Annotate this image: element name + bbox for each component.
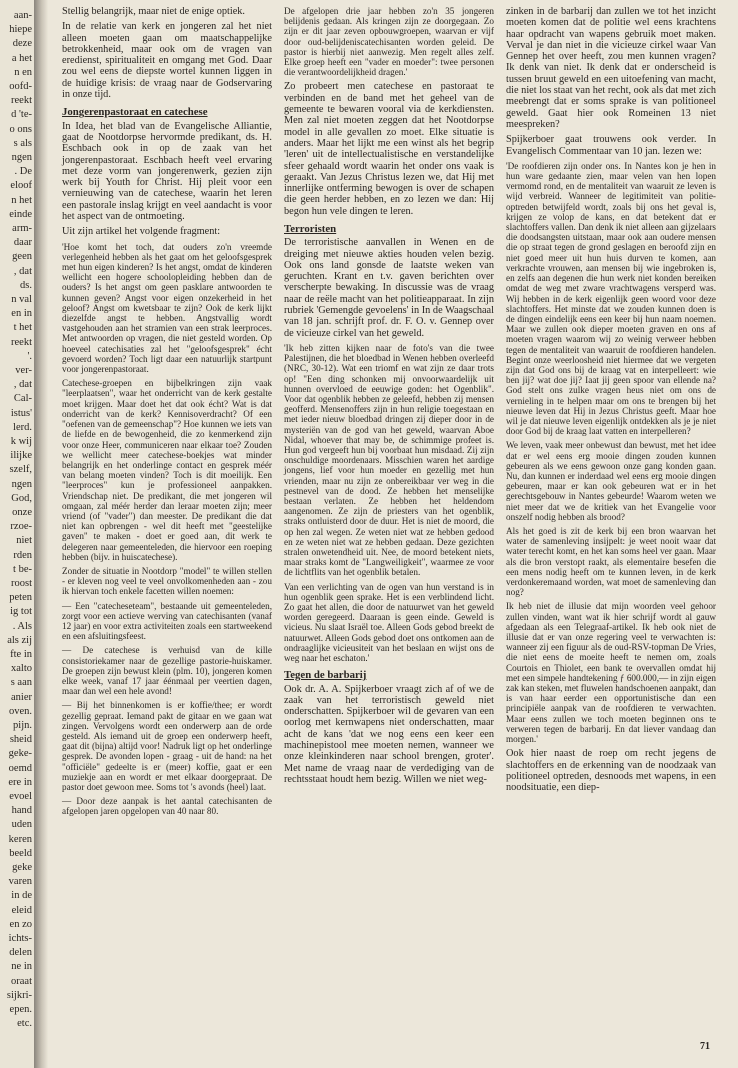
left-fragment: reekt — [11, 95, 32, 107]
left-fragment: delen — [9, 947, 32, 959]
paragraph: Spijkerboer gaat trouwens ook verder. In Evangelisch Commentaar van 10 jan. lezen we: — [506, 134, 716, 157]
quote-paragraph: Catechese-groepen en bijbelkringen zijn vaak "leerplaatsen", waar het onderricht van de kerk gestalte moet krijgen. Maar doet het dat ook écht? Wat is dat onderricht van de kerk? Kennisoverdracht? Of een "oefenen van de gemeenschap"? Hoe kunnen we iets van de liefde en de bewogenheid, die zo kenmerkend zijn voor onze Heer, communiceren naar elkaar toe? Zouden we wellicht meer catechese-boekjes wat minder belangrijk en het onderlinge contact en gesprek méér van belang moeten vinden? Toch is dit moeilijk. Een "leerproces" kun je professioneel aanpakken. Vriendschap niet. De predikant, die met jongeren wil omgaan, zal méér herder dan leraar moeten zijn; meer vriend (of "vader") dan meester. De predikant die dat niet kan opbrengen - wel dit heeft met "geestelijke gaven" te maken - doet er goed aan, dit werk te delegeren naar gemeenteleden, die hiervoor een roeping hebben (bijv. in huiscatechese). — [62, 378, 272, 562]
left-fragment: t het — [13, 322, 32, 334]
left-fragment: oraat — [11, 975, 32, 987]
left-fragment: fte in — [10, 649, 32, 660]
left-fragment: ilijke — [10, 450, 32, 462]
left-fragment: deze — [12, 38, 32, 50]
left-fragment: rzoe- — [10, 521, 32, 533]
paragraph: Uit zijn artikel het volgende fragment: — [62, 226, 221, 238]
left-fragment: k wij — [10, 436, 32, 447]
quote-paragraph: 'Ik heb zitten kijken naar de foto's van die twee Palestijnen, die het bloedbad in Wenen hebben overleefd (NRC, 30-12). Wat een triomf en wat zijn ze daar trots op! "Een ding schonken mij onvoorwaardelijk uit hunnen overvloed de eeuwige goden: het Ogenblik". Voor dat ogenblik hebben ze geleefd, hebben zij mensen geofferd. Mensenoffers zijn in hun religie toegestaan en met ieder nieuw bloedbad dringen zij dieper door in de mysteriën van de god van het geweld, waarvan Aboe Nidal, whoever that may be, de schimmige profeet is. Hun god vergeeft hun bij voorbaat hun misdaad. Zij zijn onschuldige moordenaars. Misschien waren het aardige jongens, lief voor hun moeder en gezellig met hun vrienden, maar nu zijn ze onbereikbaar ver weg in die pestnevel van de dood. Ze hebben het menselijke bestaan verlaten. Ze hebben het heldendom aangenomen. Ze zijn de priesters van het ogenblik, straks ontluisterd door de duur. Het is niet de moord, die op hen zal wegen. Ze weten niet wat ze hebben gedood en ze weten niet wat ze hebben gedaan. Deze gezichten stralen onwetendheid uit. Nee, de moord betekent niets, maar straks komt de "Langweiligkeit", waarmee ze voor de lichtflits van het ogenblik betalen. — [284, 342, 494, 578]
left-fragment: n het — [11, 194, 32, 206]
left-fragment: daar — [13, 237, 32, 249]
page-number: 71 — [700, 1041, 710, 1052]
left-fragment: beeld — [9, 847, 32, 859]
left-fragment: geke- — [8, 748, 32, 760]
quote-paragraph: We leven, vaak meer onbewust dan bewust, met het idee dat er wel eens erg mooie dingen zouden kunnen gebeuren als we eens gewoon onze gang konden gaan. Nu, dan kunnen er inderdaad wel eens erg mooie dingen gebeuren, maar er kan ook gebeuren wat er in het gerechtsgebouw in Nantes gebeurde! Waarom weten we niet meer dat we de kritiek van het Evangelie voor onszelf nodig hebben als brood? — [506, 440, 716, 522]
left-fragment: . De — [14, 166, 32, 178]
left-fragment: roost — [11, 578, 32, 589]
paragraph: De terroristische aanvallen in Wenen en de dreiging met nieuwe akties houden velen bezig. Ook ons land gonsde de laatste weken van geruchten. Krant en t.v. gaven berichten over verscherpte bewaking. In discussie was de vraag naar de reële macht van het politieapparaat. In zijn rubriek 'Gemengde gevoelens' in In de Waagschaal van 18 jan. schrijft prof. dr. F. O. v. Gennep over de vicieuze cirkel van het geweld. — [284, 237, 494, 339]
left-fragment: hand — [11, 805, 32, 817]
left-fragment: en in — [11, 308, 32, 320]
paragraph: Ook hier naast de roep om recht jegens de slachtoffers en de erkenning van de noodzaak van politioneel optreden, desnoods met wapens, in een noodsituatie, een diep- — [506, 748, 716, 794]
left-fragment: pijn. — [13, 720, 32, 731]
left-fragment: aan- — [13, 10, 32, 21]
left-fragment: keren — [8, 833, 32, 845]
left-fragment: hiepe — [9, 24, 32, 36]
left-fragment: s aan — [10, 677, 32, 689]
quote-paragraph: — Bij het binnenkomen is er koffie/thee; er wordt gezellig gepraat. Iemand pakt de gitaar en we gaan wat zingen. Vervolgens wordt een onderwerp aan de orde gesteld. Als iemand uit de groep een onderwerp heeft, gaat dit (bijna) altijd voor! Nadruk ligt op het onderlinge gesprek. De avonden lopen - graag - uit de hand: na het "officiële" gedeelte is er (meer) koffie, gaat er een muziekje aan en wordt er met elkaar doorgepraat. De pastor doet gewoon mee. Soms tot 's avonds (heel) laat. — [62, 700, 272, 792]
left-fragment: Cal- — [13, 393, 32, 405]
quote-paragraph: Van een verlichting van de ogen van hun verstand is in hun ogenblik geen sprake. Het is een verblindend licht. Zo gaat het allen, die door de natuurwet van het geweld worden geregeerd. Daaraan is geen einde. Geweld is vicieus. Nu slaat Israël toe. Alleen Gods gebod breekt de natuurwet. Alleen Gods gebod doet ons ontkomen aan de ondraaglijke vicieusiteit van het beslaan en wijst ons de weg naar het eschaton.' — [284, 581, 494, 664]
quote-paragraph: Zonder de situatie in Nootdorp "model" te willen stellen - er kleven nog veel te veel onvolkomenheden aan - zou ik hiervan toch enkele facetten willen noemen: — [62, 565, 272, 597]
left-fragment: peten — [9, 592, 32, 604]
left-fragment: arm- — [12, 223, 32, 234]
left-fragment: ngen — [11, 152, 32, 163]
section-heading: Jongerenpastoraat en catechese — [62, 106, 208, 119]
left-fragment: epen. — [9, 1004, 32, 1015]
left-fragment: sheid — [9, 734, 32, 746]
quote-paragraph: Als het goed is zit de kerk bij een bron waarvan het water de samenleving insijpelt: je weet nooit waar dat water terecht komt, en het kan soms heel ver gaan. Maar als die bron verstopt raakt, als elementaire besefen die een mens nodig heeft om te kunnen leven, in de kerk verdonkeremaand worden, wat moet de samenleving dan nog? — [506, 525, 716, 598]
left-fragment: rden — [13, 549, 32, 561]
left-fragment: niet — [16, 535, 32, 547]
left-fragment: oven. — [8, 705, 32, 717]
quote-paragraph: 'De roofdieren zijn onder ons. In Nantes kon je hen in hun ware gedaante zien, maar velen van hen lopen vermomd rond, en de mentaliteit van waaruit ze leven is wijd verbreid. Wanneer de legitimiteit van politie-optreden betwijfeld wordt, zoals bij ons het geval is, krijgen ze volop de kans, en dat betekent dat er slachtoffers vallen. Dan denk ik niet alleen aan gijzelaars die doodsangsten uitstaan, maar ook aan oudere mensen die op straat tegen de grond geslagen en beroofd zijn en niet goed meer uit hun huis durven te komen, aan verkrachte vrouwen, aan mensen bij wie ingebroken is, en zelfs aan degenen die hun werk niet konden bereiken omdat de weg met zware vrachtwagens versperd was. Wij hebben in de kerk eigenlijk geen woord voor deze slachtoffers. Het minste dat we zouden kunnen doen is de dingen eindelijk eens een keer bij hun naam noemen. Maar we zullen ook dieper moeten graven en ons af moeten vragen waarom wij zo weinig verweer hebben tegen de mentaliteit van waaruit de roofdieren handelen. Begint onze weerloosheid niet hiermee dat we vergeten zijn dat God ons bij de kraag vat en interpelleert: wie ben jij? wat doe jij? Iaat jij geen spoor van ellende na? God stelt ons zulke vragen heus niet om ons de vernieling in te helpen maar om ons te brengen bij het nieuwe leven dat Hij in Jezus Christus geeft. Maar hoe wil je dat nieuwe leven eigenlijk ontdekken als je je niet door God bij de kraag laat vatten en interpelleren? — [506, 160, 716, 437]
left-fragment: evoel — [9, 791, 32, 802]
left-fragment: ig tot — [10, 606, 32, 618]
left-page-edge — [0, 0, 34, 1068]
left-fragment: geke — [12, 862, 32, 873]
quote-paragraph: De afgelopen drie jaar hebben zo'n 35 jongeren belijdenis gedaan. Als kringen zijn ze doorgegaan. Zo zijn er dit jaar zeven opbouwgroepen, waarvan er vijf door oud-belijdeniscatechisanten worden geleid. De pastor is hierbij niet aanwezig. Men regelt alles zelf. Elke groep heeft een "vader en moeder": twee personen die verantwoordelijkheid dragen.' — [284, 6, 494, 78]
left-fragment: xalto — [11, 663, 32, 675]
left-fragment: lerd. — [13, 421, 32, 433]
left-fragment: einde — [9, 208, 32, 220]
quote-paragraph: — Door deze aanpak is het aantal catechisanten de afgelopen jaren opgelopen van 40 naar 80. — [62, 796, 272, 817]
paragraph: In Idea, het blad van de Evangelische Alliantie, gaat de Nootdorpse hervormde predikant, ds. H. Eschbach ook in op de zaak van het jongerenpastoraat. Eschbach heeft veel ervaring met deze vorm van jongerenwerk, gezien zijn werk bij Youth for Christ. Hij pleit voor een vernieuwing van de catechese, waarin het leren een pastorale inslag krijgt en veel aandacht is voor het aspect van de ontmoeting. — [62, 120, 272, 223]
left-fragment: geen — [12, 251, 32, 263]
left-fragment: , dat — [13, 379, 32, 391]
left-fragment: n val — [11, 294, 32, 305]
left-fragment: eleid — [11, 904, 32, 916]
left-fragment: en zo — [9, 918, 32, 930]
quote-paragraph: — De catechese is verhuisd van de kille consistoriekamer naar de gezellige pastorie-huiskamer. De groepen zijn bewust klein (plm. 10), jongeren komen elke week, vanaf 17 jaar éénmaal per veertien dagen, maar dan wel een hele avond! — [62, 645, 272, 697]
left-fragment: o ons — [9, 123, 32, 135]
left-fragment: ds. — [20, 279, 32, 291]
left-fragment: oemd — [8, 762, 32, 774]
section-heading: Terroristen — [284, 222, 337, 235]
paragraph: Zo probeert men catechese en pastoraat te verbinden en de band met het geheel van de gemeente te bewaren vooral via de kerkdiensten. Men zal niet moeten zeggen dat het Nootdorpse model in alle gevallen zo moet. Elke situatie is anders. Maar het lijkt me een winst als het begrip 'leren' uit de intellectualistische en verstandelijke sfeer gehaald wordt waarin het onder ons vaak is geraakt. Van Jezus Christus lezen we, dat Hij met innerlijke ontferming bewogen is over de schapen die geen herder hebben, en zo lezen we dan: Hij begon hun vele dingen te leren. — [284, 81, 494, 217]
left-fragment: ngen — [11, 478, 32, 490]
column-1 — [62, 6, 272, 821]
left-fragment: etc. — [17, 1018, 32, 1030]
left-fragment: uden — [11, 819, 32, 831]
paragraph: Ook dr. A. A. Spijkerboer vraagt zich af of we de zaak van het terroristisch geweld niet onderschatten. Spijkerboer wil de gevaren van een oorlog met kernwapens niet onderschatten, maar acht de kans 'dat we nog eens een keer een machinepistool mee moeten nemen, wanneer we onze kleinkinderen naar school brengen, groter'. Met name de vraag naar de verdediging van de rechtsstaat houdt hem bezig. Willen we niet weg- — [284, 683, 494, 785]
left-fragment: ere in — [8, 776, 32, 788]
magazine-page — [48, 0, 738, 1068]
left-fragment: n en — [14, 66, 32, 78]
left-fragment: oofd- — [9, 81, 32, 92]
left-fragment: varen — [8, 876, 32, 888]
quote-paragraph: Ik heb niet de illusie dat mijn woorden veel gehoor zullen vinden, want wat ik hier schrijf wordt al gauw afgedaan als een Telegraaf-artikel. Ik heb ook niet de illusie dat er van onze regering veel te verwachten is: wanneer zij een figuur als de oud-RSV-topman De Vries, die niet eens de moeite heeft te nemen om, zoals Courtois en Thiolet, een bank te overvallen omdat hij met een simpele handtekening ƒ 600.000,— in zijn eigen zak kan steken, met fluwelen handschoenen aanpakt, dan is van haar eerder een opportunistische dan een principiële aanpak van de roofdieren te verwachten. Maar eens zullen we toch moeten beginnen ons te verweren tegen de barbarij. En dat liever vandaag dan morgen.' — [506, 601, 716, 745]
left-fragment: s als — [13, 137, 32, 149]
page-gutter — [34, 0, 48, 1068]
left-fragment: God, — [11, 492, 32, 504]
column-2 — [284, 6, 494, 789]
left-fragment: istus' — [10, 407, 32, 419]
paragraph: zinken in de barbarij dan zullen we tot het inzicht moeten komen dat de politie wel eens krachtens haar opdracht van wapens gebruik moet maken. Verval je dan niet in die vicieuze cirkel waar Van Gennep het over heeft, zou men kunnen vragen? Ik denk van niet. Ik denk dat er onderscheid is tussen bruut geweld en een uitoefening van macht, die niet los staat van het recht, ook als dat met zich meebrengt dat er soms sprake is van politioneel geweld. Gaat hier ook Romeinen 13 niet meespreken? — [506, 6, 716, 130]
left-fragment: '. — [27, 350, 32, 362]
left-fragment: szelf, — [9, 464, 32, 476]
left-fragment: ver- — [15, 365, 32, 376]
left-fragment: reekt — [11, 336, 32, 348]
left-fragment: ne in — [11, 961, 32, 973]
left-fragment: als zij — [7, 634, 32, 646]
left-fragment: in de — [11, 890, 32, 902]
left-fragment: anier — [11, 691, 32, 703]
quote-paragraph: — Een "catecheseteam", bestaande uit gemeenteleden, zorgt voor een actieve werving van catechisanten (vanaf 12 jaar) en voor extra activiteiten zoals een startweekend en een afsluitingsfeest. — [62, 600, 272, 642]
column-3 — [506, 6, 716, 797]
left-fragment: eloof — [10, 180, 32, 192]
paragraph: Stellig belangrijk, maar niet de enige optiek. — [62, 6, 246, 17]
left-fragment: sijkri- — [6, 989, 32, 1001]
left-fragment: , dat — [13, 265, 32, 277]
section-heading: Tegen de barbarij — [284, 669, 367, 682]
quote-paragraph: 'Hoe komt het toch, dat ouders zo'n vreemde verlegenheid hebben als het gaat om het geloofsgesprek met hun eigen kinderen? Is het angst, omdat de kinderen wellicht een hogere schoolopleiding hebben dan de ouders? Is het angst om geen pasklare antwoorden te kunnen geven? Angst voor eigen onzekerheid in het geloof? Angst om kwetsbaar te zijn? Ook de kerk lijkt diezelfde angst te hebben. Angstvallig wordt vastgehouden aan het stramien van een strak leerproces. Met antwoorden op vragen, die niet gesteld worden. Op hoeveel catechisaties zal het "geloofsgesprek" écht gevoerd worden? Toch ligt daar een natuurlijk startpunt voor jongerenpastoraat. — [62, 241, 272, 375]
left-fragment: ichts- — [8, 933, 32, 944]
paragraph: In de relatie van kerk en jongeren zal het niet alleen moeten gaan om maatschappelijke betrokkenheid, maar ook om de vragen van eredienst, spiritualiteit en omgang met God. Daar zou wel eens de diepste wortel kunnen liggen in de huidige krisis: de vraag naar de Godservaring in onze tijd. — [62, 21, 272, 101]
left-fragment: d 'te- — [11, 109, 32, 121]
left-fragment: . Als — [12, 620, 32, 632]
left-fragment: a het — [11, 52, 32, 64]
left-fragment: t be- — [13, 563, 32, 575]
left-fragment: onze — [12, 507, 32, 518]
